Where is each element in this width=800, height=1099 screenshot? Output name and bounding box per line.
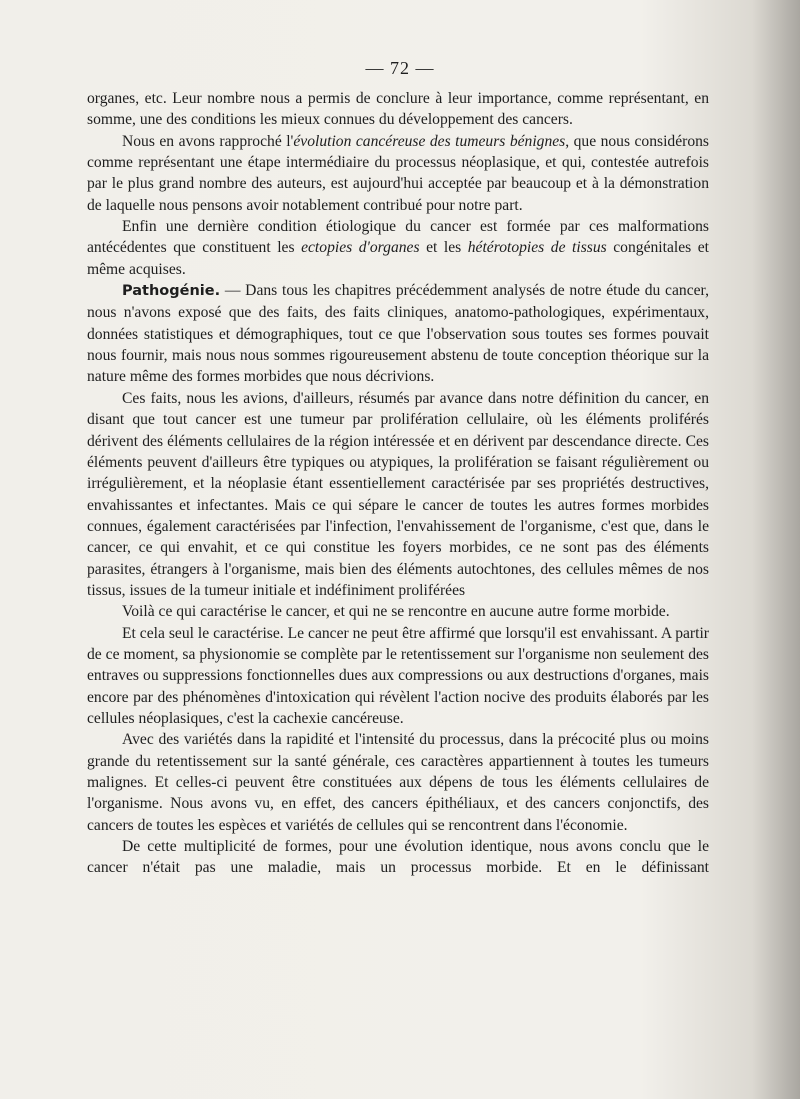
paragraph	[87, 601, 709, 622]
text-run: Voilà ce qui caractérise le cancer, et qui ne se rencontre en aucune autre forme morbide.	[122, 603, 670, 621]
italic-text: ectopies d'organes	[301, 239, 420, 257]
page-number: — 72 —	[365, 58, 435, 78]
text-run: congénitales et même acquises.	[87, 239, 709, 278]
paragraph	[87, 388, 709, 601]
text-run: — Dans tous les chapitres précédemment analysés de notre étude du cancer, nous n'avons exposé que des faits, des faits cliniques, anatomo-pathologiques, expérimentaux, données statistiques et démographiques, tout ce que l'observation sous toutes ses formes pouvait nous fournir, mais nous nous sommes rigoureusement abstenu de toute conception théorique sur la nature même des formes morbides que nous décrivions.	[87, 282, 709, 386]
text-run: , que nous considérons comme représentant une étape intermédiaire du processus néoplasique, et qui, contestée autrefois par le plus grand nombre des auteurs, est aujourd'hui acceptée par beaucoup et à la démonstration de laquelle nous pensons avoir notablement contribué pour notre part.	[87, 132, 709, 214]
text-run: organes, etc. Leur nombre nous a permis de conclure à leur importance, comme représentant, en somme, une des conditions les mieux connues du développement des cancers.	[87, 90, 709, 129]
paragraph	[87, 836, 709, 879]
text-run: Et cela seul le caractérise. Le cancer ne peut être affirmé que lorsqu'il est envahissant. A partir de ce moment, sa physionomie se complète par le retentissement sur l'organisme non seulement des entraves ou suppressions fonctionnelles dues aux compressions ou aux destructions d'organes, mais encore par des phénomènes d'intoxication qui révèlent l'action nocive des produits élaborés par les cellules néoplasiques, c'est la cachexie cancéreuse.	[87, 624, 709, 727]
text-run: et les	[419, 239, 468, 257]
paragraph	[87, 623, 709, 730]
text-run: Nous en avons rapproché l'	[122, 132, 294, 150]
paragraph	[87, 88, 709, 131]
text-run: Ces faits, nous les avions, d'ailleurs, résumés par avance dans notre définition du cancer, en disant que tout cancer est une tumeur par prolifération cellulaire, où les éléments proliférés dérivent des éléments cellulaires de la région intéressée et en dérivent par descendance directe. Ces éléments peuvent d'ailleurs être typiques ou atypiques, la prolifération se faisant régulièrement ou irrégulièrement, et la néoplasie étant essentiellement caractérisée par ses propriétés destructives, envahissantes et infectantes. Mais ce qui sépare le cancer de toutes les autres formes morbides connues, également caractérisées par l'infection, l'envahissement de l'organisme, c'est que, dans le cancer, ce qui envahit, et ce qui constitue les foyers morbides, ce ne sont pas des éléments parasites, étrangers à l'organisme, mais bien des éléments autochtones, des cellules mêmes de nos tissus, issues de la tumeur initiale et indéfiniment proliférées	[87, 389, 709, 599]
italic-text: évolution cancéreuse des tumeurs bénignes	[293, 132, 566, 150]
paragraph	[87, 729, 709, 836]
text-run: Enfin une dernière condition étiologique du cancer est formée par ces malformations antécédentes que constituent les	[87, 218, 709, 257]
text-run: Avec des variétés dans la rapidité et l'intensité du processus, dans la précocité plus ou moins grande du retentissement sur la santé générale, ces caractères appartiennent à toutes les tumeurs malignes. Et celles-ci peuvent être constituées aux dépens de tous les éléments cellulaires de l'organisme. Nous avons vu, en effet, des cancers épithéliaux, et des cancers conjonctifs, des cancers de toutes les espèces et variétés de cellules qui se rencontrent dans l'économie.	[87, 731, 709, 834]
text-run: De cette multiplicité de formes, pour une évolution identique, nous avons conclu que le cancer n'était pas une maladie, mais un processus morbide. Et en le définissant	[87, 838, 709, 877]
paragraph	[87, 131, 709, 216]
italic-text: hétérotopies de tissus	[467, 239, 607, 257]
section-heading: Pathogénie.	[122, 283, 221, 300]
paragraph	[87, 280, 709, 388]
body-text	[87, 88, 709, 879]
paragraph	[87, 216, 709, 280]
